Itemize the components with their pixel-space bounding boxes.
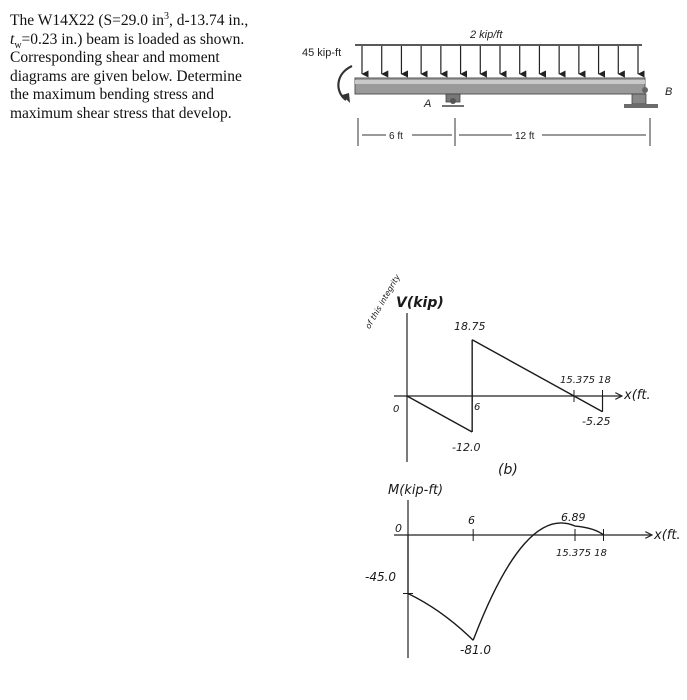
moment-min-label: -81.0 [460, 643, 492, 657]
watermark-text: of this integrity [363, 272, 402, 331]
problem-line-3: Corresponding shear and moment [10, 49, 220, 67]
moment-zero-label: 0 [395, 522, 402, 535]
moment-axis-label: M(kip-ft) [388, 483, 444, 498]
moment-load-label: 45 kip-ft [302, 47, 342, 59]
shear-segment [574, 396, 603, 412]
moment-x-label: x(ft. [654, 528, 681, 543]
problem-line-1: The W14X22 (S=29.0 $in^3$, d-13.74 in., [10, 10, 249, 29]
support-a-label: A [424, 98, 432, 110]
part-b-label: (b) [498, 462, 518, 478]
problem-line-5: the maximum bending stress and [10, 86, 215, 104]
shear-peak-label: 18.75 [454, 320, 486, 333]
problem-line-4: diagrams are given below. Determine [10, 67, 242, 85]
beam-figure [302, 29, 672, 146]
moment-segment-left [408, 594, 473, 641]
shear-x-label: x(ft. [624, 388, 651, 403]
dim-label-12ft: 12 ft [515, 131, 535, 142]
distributed-load-label: 2 kip/ft [470, 29, 503, 41]
shear-segment [407, 396, 472, 432]
shear-end-label: -5.25 [582, 415, 611, 428]
moment-left-label: -45.0 [365, 570, 397, 584]
moment-right-ticks-label: 15.375 18 [556, 548, 607, 559]
support-b-label: B [665, 86, 673, 98]
shear-zero-label: 0 [393, 404, 400, 415]
distributed-load-arrows [362, 46, 638, 74]
shear-six-label: 6 [474, 402, 481, 413]
moment-six-label: 6 [468, 514, 475, 527]
moment-peak-label: 6.89 [561, 511, 586, 524]
beam-highlight [355, 80, 645, 84]
shear-axis-label: V(kip) [396, 295, 444, 311]
support-a [442, 94, 464, 106]
shear-diagram [364, 273, 651, 462]
problem-line-6: maximum shear stress that develop. [10, 104, 232, 122]
problem-line-2: $t_w=0.23$ in.) beam is loaded as shown. [10, 30, 245, 51]
dim-label-6ft: 6 ft [389, 131, 403, 142]
shear-segment [472, 340, 574, 396]
shear-min-label: -12.0 [452, 441, 481, 454]
moment-diagram [365, 483, 681, 658]
moment-segment-right [473, 523, 603, 640]
moment-curve [403, 523, 604, 640]
shear-right-ticks-label: 15.375 18 [560, 375, 611, 386]
